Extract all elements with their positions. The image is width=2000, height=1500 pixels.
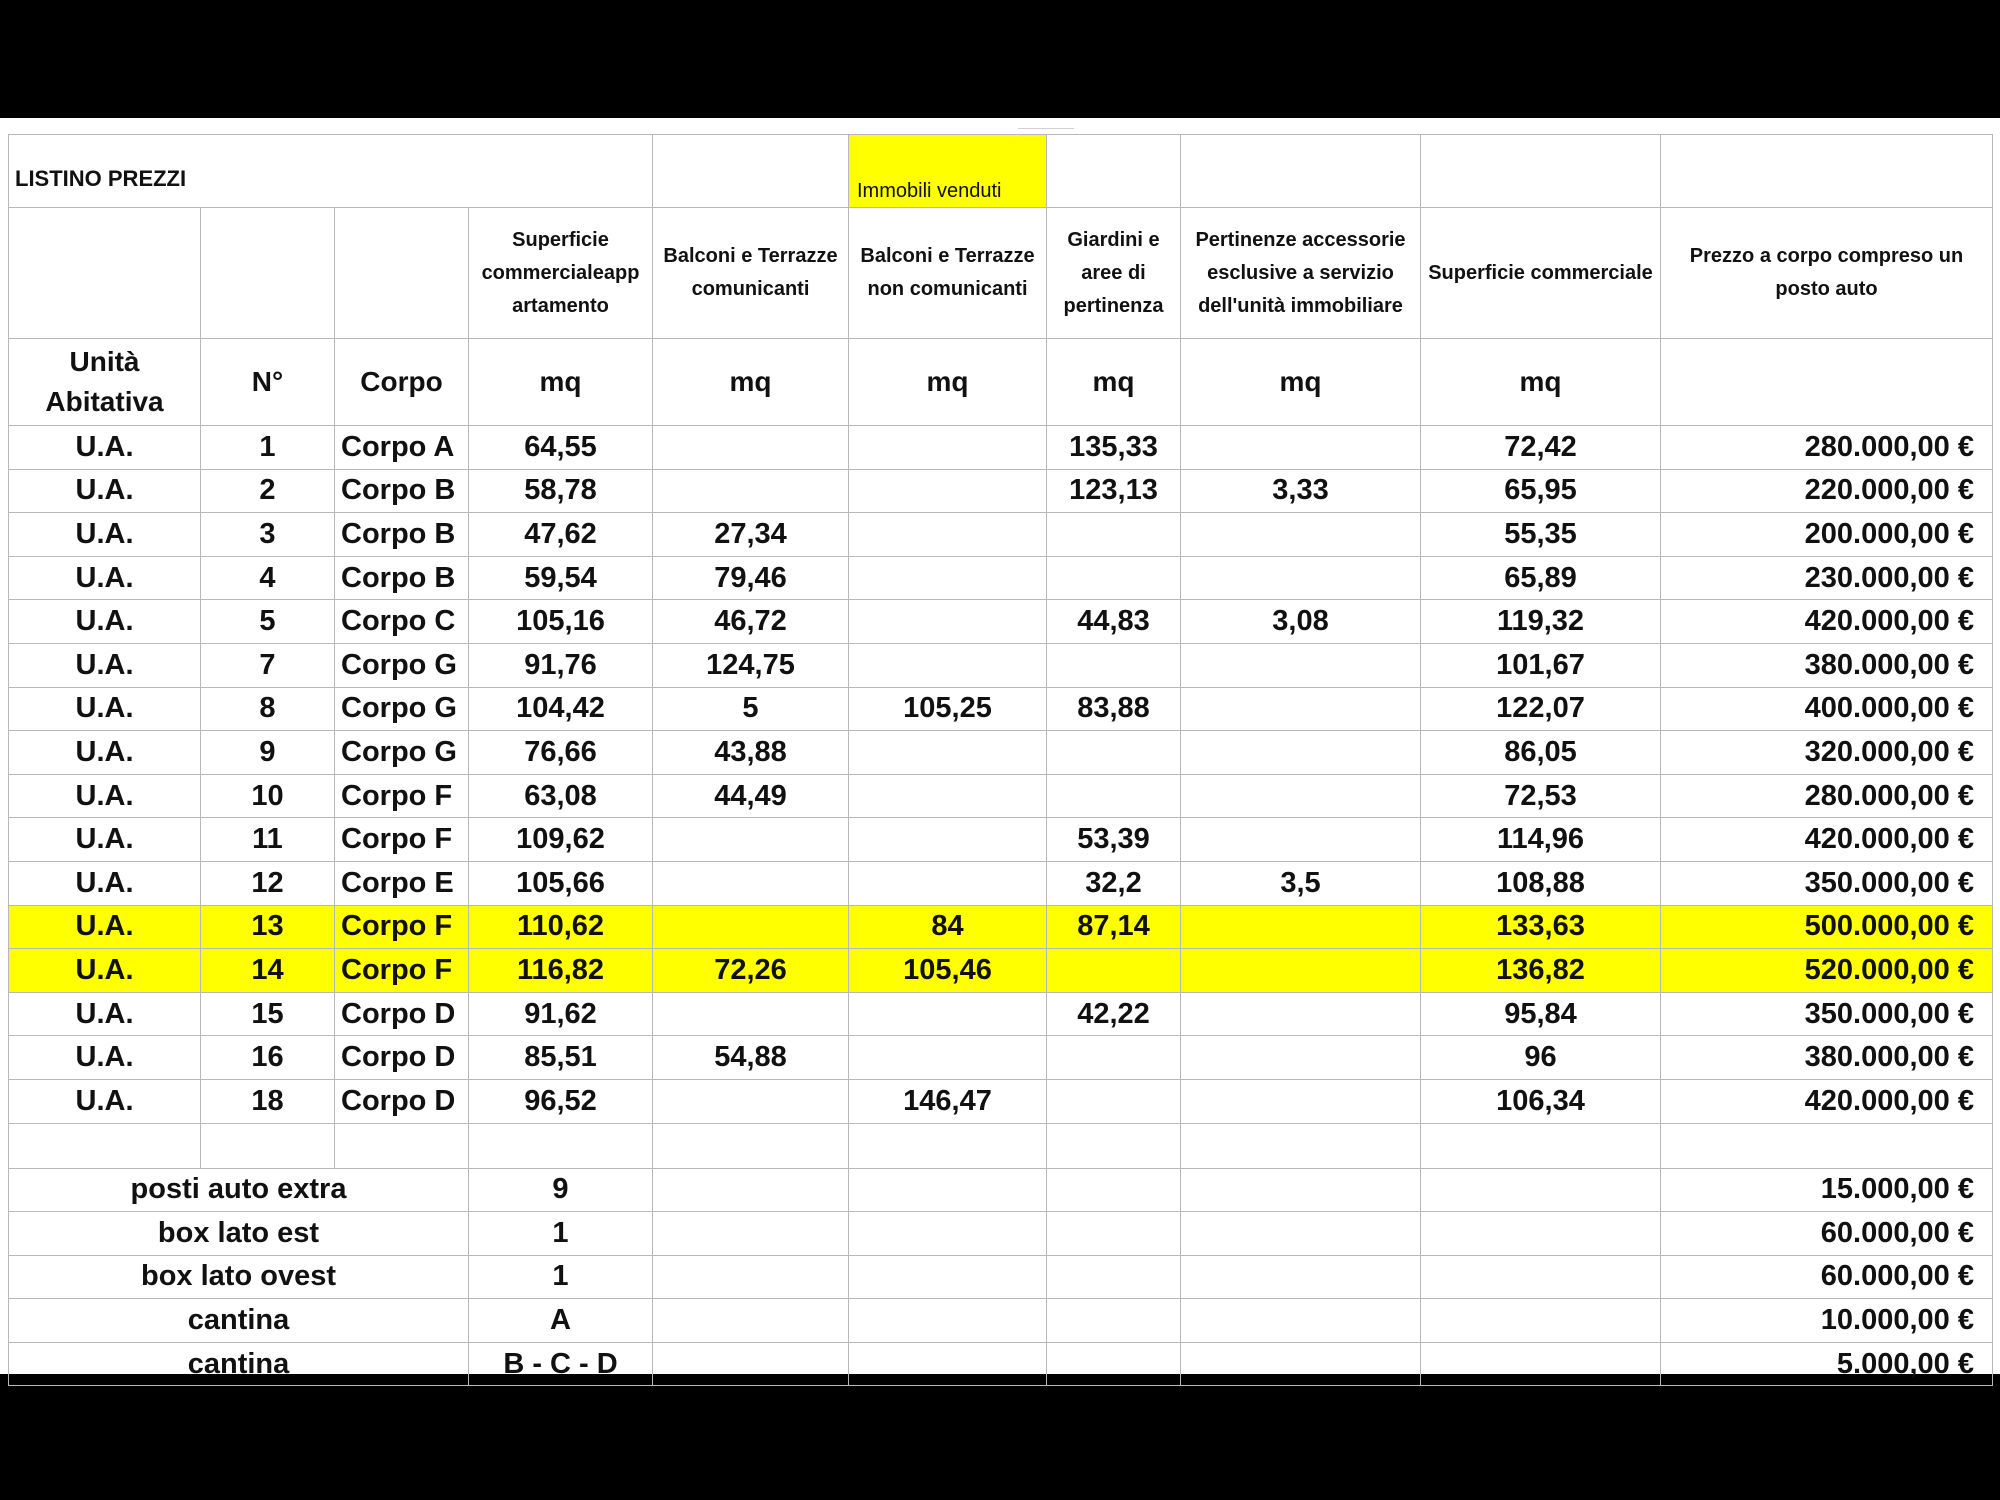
extra-prezzo: 15.000,00 €	[1661, 1168, 1993, 1212]
cell-balconi-com: 72,26	[653, 949, 849, 993]
cell-giardini: 87,14	[1047, 905, 1181, 949]
cell-balconi-com: 5	[653, 687, 849, 731]
cell-prezzo: 280.000,00 €	[1661, 426, 1993, 470]
title-row	[9, 135, 1993, 208]
extra-row	[9, 1299, 1993, 1343]
table-row	[9, 426, 1993, 470]
cell-pertinenze	[1181, 1036, 1421, 1080]
cell-balconi-com: 27,34	[653, 513, 849, 557]
cell	[1421, 1212, 1661, 1256]
cell-pertinenze	[1181, 556, 1421, 600]
table-row	[9, 600, 1993, 644]
table-row	[9, 731, 1993, 775]
cell-superficie-comm: 72,53	[1421, 774, 1661, 818]
cell-balconi-com	[653, 469, 849, 513]
cell-superficie: 105,16	[469, 600, 653, 644]
cell-corpo: Corpo F	[335, 905, 469, 949]
cell-pertinenze	[1181, 774, 1421, 818]
cell-superficie: 91,76	[469, 643, 653, 687]
cell-superficie: 47,62	[469, 513, 653, 557]
table-row	[9, 774, 1993, 818]
cell-giardini: 123,13	[1047, 469, 1181, 513]
cell	[1181, 1342, 1421, 1386]
cell-superficie-comm: 101,67	[1421, 643, 1661, 687]
unit-mq: mq	[1047, 339, 1181, 426]
cell-pertinenze: 3,5	[1181, 861, 1421, 905]
cell-superficie: 58,78	[469, 469, 653, 513]
extra-qty: A	[469, 1299, 653, 1343]
table-row	[9, 643, 1993, 687]
cell-balconi-non-com	[849, 992, 1047, 1036]
table-row	[9, 818, 1993, 862]
table-row	[9, 1036, 1993, 1080]
cell-pertinenze	[1181, 992, 1421, 1036]
cell-unita: U.A.	[9, 600, 201, 644]
header-balconi-comunicanti: Balconi e Terrazze comunicanti	[653, 208, 849, 339]
table-row	[9, 513, 1993, 557]
cell	[653, 1168, 849, 1212]
cell-prezzo: 420.000,00 €	[1661, 818, 1993, 862]
cell-superficie-comm: 65,95	[1421, 469, 1661, 513]
cell-numero: 9	[201, 731, 335, 775]
cell	[335, 208, 469, 339]
cell-balconi-non-com	[849, 513, 1047, 557]
cell	[653, 135, 849, 208]
cell-prezzo: 380.000,00 €	[1661, 1036, 1993, 1080]
cell-balconi-non-com	[849, 774, 1047, 818]
cell-unita: U.A.	[9, 426, 201, 470]
cell-balconi-non-com: 84	[849, 905, 1047, 949]
cell-corpo: Corpo G	[335, 687, 469, 731]
cell-numero: 18	[201, 1079, 335, 1123]
table-row	[9, 1079, 1993, 1123]
extra-label: cantina	[9, 1299, 469, 1343]
extra-qty: 9	[469, 1168, 653, 1212]
cell-corpo: Corpo D	[335, 1079, 469, 1123]
page-title: LISTINO PREZZI	[9, 135, 653, 208]
cell-prezzo: 350.000,00 €	[1661, 861, 1993, 905]
cell-numero: 13	[201, 905, 335, 949]
cell-numero: 16	[201, 1036, 335, 1080]
header-superficie-commerciale: Superficie commerciale	[1421, 208, 1661, 339]
extra-row	[9, 1255, 1993, 1299]
cell-pertinenze	[1181, 426, 1421, 470]
cell-pertinenze	[1181, 949, 1421, 993]
cell-balconi-com: 79,46	[653, 556, 849, 600]
cell-superficie: 59,54	[469, 556, 653, 600]
cell-balconi-com	[653, 426, 849, 470]
cell-giardini: 135,33	[1047, 426, 1181, 470]
cell-corpo: Corpo G	[335, 731, 469, 775]
cell-prezzo: 420.000,00 €	[1661, 600, 1993, 644]
cell	[1421, 135, 1661, 208]
cell	[9, 208, 201, 339]
cell	[1421, 1168, 1661, 1212]
unit-mq: mq	[469, 339, 653, 426]
extra-label: box lato est	[9, 1212, 469, 1256]
cell-balconi-non-com	[849, 643, 1047, 687]
extra-label: box lato ovest	[9, 1255, 469, 1299]
table-row	[9, 556, 1993, 600]
cell-giardini: 44,83	[1047, 600, 1181, 644]
cell-unita: U.A.	[9, 556, 201, 600]
cell-numero: 2	[201, 469, 335, 513]
cell-superficie-comm: 65,89	[1421, 556, 1661, 600]
cell-unita: U.A.	[9, 905, 201, 949]
cell-unita: U.A.	[9, 1036, 201, 1080]
cell	[653, 1342, 849, 1386]
cell-balconi-non-com	[849, 600, 1047, 644]
cell-prezzo: 400.000,00 €	[1661, 687, 1993, 731]
cell-balconi-non-com	[849, 818, 1047, 862]
cell-corpo: Corpo F	[335, 949, 469, 993]
cell	[1661, 339, 1993, 426]
cell-balconi-com: 124,75	[653, 643, 849, 687]
cell-giardini	[1047, 1036, 1181, 1080]
cell-superficie: 91,62	[469, 992, 653, 1036]
cell-balconi-com: 44,49	[653, 774, 849, 818]
cell-prezzo: 350.000,00 €	[1661, 992, 1993, 1036]
extra-prezzo: 5.000,00 €	[1661, 1342, 1993, 1386]
cell-numero: 3	[201, 513, 335, 557]
extra-row	[9, 1342, 1993, 1386]
cell-corpo: Corpo B	[335, 556, 469, 600]
cell	[849, 1342, 1047, 1386]
cell-balconi-com: 46,72	[653, 600, 849, 644]
unit-mq: mq	[653, 339, 849, 426]
cell-giardini	[1047, 556, 1181, 600]
cell	[1421, 1123, 1661, 1168]
cell	[849, 1168, 1047, 1212]
cell-prezzo: 380.000,00 €	[1661, 643, 1993, 687]
cell	[1421, 1342, 1661, 1386]
cell	[1181, 1168, 1421, 1212]
cell-corpo: Corpo G	[335, 643, 469, 687]
cell	[1181, 1299, 1421, 1343]
units-row	[9, 339, 1993, 426]
cell-unita: U.A.	[9, 992, 201, 1036]
cell-balconi-com	[653, 861, 849, 905]
table-row	[9, 687, 1993, 731]
cell-prezzo: 320.000,00 €	[1661, 731, 1993, 775]
header-unita-abitativa: Unità Abitativa	[9, 339, 201, 426]
cell-corpo: Corpo D	[335, 1036, 469, 1080]
cell-balconi-non-com	[849, 556, 1047, 600]
extra-row	[9, 1168, 1993, 1212]
cell-prezzo: 230.000,00 €	[1661, 556, 1993, 600]
cell-balconi-non-com	[849, 426, 1047, 470]
cell-balconi-com: 54,88	[653, 1036, 849, 1080]
cell-superficie: 104,42	[469, 687, 653, 731]
cell-corpo: Corpo D	[335, 992, 469, 1036]
cell-numero: 1	[201, 426, 335, 470]
cell-prezzo: 280.000,00 €	[1661, 774, 1993, 818]
cell-giardini: 32,2	[1047, 861, 1181, 905]
cell-pertinenze	[1181, 731, 1421, 775]
cell-superficie: 116,82	[469, 949, 653, 993]
cell-superficie-comm: 114,96	[1421, 818, 1661, 862]
cell	[849, 1212, 1047, 1256]
cell	[849, 1299, 1047, 1343]
cell-giardini	[1047, 1079, 1181, 1123]
cell-giardini: 53,39	[1047, 818, 1181, 862]
cell	[1181, 135, 1421, 208]
cell-pertinenze	[1181, 1079, 1421, 1123]
cell-giardini	[1047, 731, 1181, 775]
cell-balconi-non-com: 105,25	[849, 687, 1047, 731]
cell	[201, 208, 335, 339]
unit-mq: mq	[1421, 339, 1661, 426]
cell	[1047, 1123, 1181, 1168]
cell	[653, 1212, 849, 1256]
cell-superficie-comm: 55,35	[1421, 513, 1661, 557]
header-corpo: Corpo	[335, 339, 469, 426]
cell-pertinenze	[1181, 513, 1421, 557]
cell-superficie: 96,52	[469, 1079, 653, 1123]
extra-qty: 1	[469, 1212, 653, 1256]
header-superficie-appartamento: Superficie commercialeapp artamento	[469, 208, 653, 339]
cell-unita: U.A.	[9, 643, 201, 687]
cell-unita: U.A.	[9, 469, 201, 513]
cell-numero: 15	[201, 992, 335, 1036]
cell-pertinenze	[1181, 687, 1421, 731]
unit-mq: mq	[849, 339, 1047, 426]
cell-superficie-comm: 108,88	[1421, 861, 1661, 905]
cell-giardini: 83,88	[1047, 687, 1181, 731]
cell-corpo: Corpo A	[335, 426, 469, 470]
extra-label: posti auto extra	[9, 1168, 469, 1212]
cell-numero: 8	[201, 687, 335, 731]
extra-qty: B - C - D	[469, 1342, 653, 1386]
cell-pertinenze	[1181, 643, 1421, 687]
price-list-table	[8, 134, 1993, 1386]
cell	[1661, 135, 1993, 208]
cell-numero: 5	[201, 600, 335, 644]
cell-superficie-comm: 95,84	[1421, 992, 1661, 1036]
cell-pertinenze: 3,33	[1181, 469, 1421, 513]
cell-superficie-comm: 106,34	[1421, 1079, 1661, 1123]
cell-balconi-non-com	[849, 861, 1047, 905]
header-balconi-non-comunicanti: Balconi e Terrazze non comunicanti	[849, 208, 1047, 339]
unit-mq: mq	[1181, 339, 1421, 426]
cell-corpo: Corpo F	[335, 774, 469, 818]
header-prezzo: Prezzo a corpo compreso un posto auto	[1661, 208, 1993, 339]
cell-unita: U.A.	[9, 1079, 201, 1123]
extra-prezzo: 10.000,00 €	[1661, 1299, 1993, 1343]
cell-prezzo: 200.000,00 €	[1661, 513, 1993, 557]
cell-balconi-non-com	[849, 1036, 1047, 1080]
cell	[849, 1255, 1047, 1299]
cell	[335, 1123, 469, 1168]
cell-giardini	[1047, 513, 1181, 557]
extra-label: cantina	[9, 1342, 469, 1386]
cell-balconi-non-com: 105,46	[849, 949, 1047, 993]
cell-numero: 4	[201, 556, 335, 600]
cell-superficie-comm: 96	[1421, 1036, 1661, 1080]
cell	[653, 1123, 849, 1168]
cell-corpo: Corpo C	[335, 600, 469, 644]
table-row	[9, 905, 1993, 949]
extra-prezzo: 60.000,00 €	[1661, 1212, 1993, 1256]
cell-prezzo: 520.000,00 €	[1661, 949, 1993, 993]
cell-pertinenze	[1181, 818, 1421, 862]
cell-superficie-comm: 133,63	[1421, 905, 1661, 949]
cell-corpo: Corpo B	[335, 469, 469, 513]
header-numero: N°	[201, 339, 335, 426]
cell-numero: 11	[201, 818, 335, 862]
cell-balconi-com	[653, 905, 849, 949]
cell-giardini	[1047, 774, 1181, 818]
cell	[9, 1123, 201, 1168]
cell-balconi-com	[653, 1079, 849, 1123]
cell-balconi-non-com	[849, 731, 1047, 775]
table-row	[9, 992, 1993, 1036]
header-row	[9, 208, 1993, 339]
extra-prezzo: 60.000,00 €	[1661, 1255, 1993, 1299]
cell-prezzo: 220.000,00 €	[1661, 469, 1993, 513]
cell-balconi-com: 43,88	[653, 731, 849, 775]
cell-numero: 14	[201, 949, 335, 993]
cell-pertinenze	[1181, 905, 1421, 949]
cell	[653, 1299, 849, 1343]
cell	[1421, 1255, 1661, 1299]
cell	[1181, 1212, 1421, 1256]
cell	[1047, 1342, 1181, 1386]
cell-superficie-comm: 122,07	[1421, 687, 1661, 731]
cell	[1047, 1255, 1181, 1299]
spreadsheet-sheet	[0, 118, 2000, 1380]
header-pertinenze: Pertinenze accessorie esclusive a servizio dell'unità immobiliare	[1181, 208, 1421, 339]
cell-superficie-comm: 136,82	[1421, 949, 1661, 993]
cell-unita: U.A.	[9, 687, 201, 731]
cell-unita: U.A.	[9, 861, 201, 905]
cell-giardini	[1047, 643, 1181, 687]
blank-row	[9, 1123, 1993, 1168]
cell-prezzo: 500.000,00 €	[1661, 905, 1993, 949]
cell-balconi-non-com	[849, 469, 1047, 513]
cell	[469, 1123, 653, 1168]
table-row	[9, 949, 1993, 993]
cell-superficie: 64,55	[469, 426, 653, 470]
cell	[1047, 135, 1181, 208]
cell-superficie-comm: 86,05	[1421, 731, 1661, 775]
cell-giardini	[1047, 949, 1181, 993]
cell-superficie: 105,66	[469, 861, 653, 905]
cell	[1047, 1212, 1181, 1256]
cell-balconi-com	[653, 818, 849, 862]
cell-giardini: 42,22	[1047, 992, 1181, 1036]
cell-unita: U.A.	[9, 949, 201, 993]
extra-row	[9, 1212, 1993, 1256]
cell-unita: U.A.	[9, 774, 201, 818]
sold-legend	[849, 135, 1047, 208]
cell-corpo: Corpo E	[335, 861, 469, 905]
cell-unita: U.A.	[9, 731, 201, 775]
sheet-tab-marker	[1018, 124, 1074, 129]
cell-numero: 10	[201, 774, 335, 818]
cell-unita: U.A.	[9, 818, 201, 862]
cell-prezzo: 420.000,00 €	[1661, 1079, 1993, 1123]
cell-superficie: 110,62	[469, 905, 653, 949]
cell-corpo: Corpo F	[335, 818, 469, 862]
cell	[1047, 1299, 1181, 1343]
cell-unita: U.A.	[9, 513, 201, 557]
sold-legend-label: Immobili venduti	[857, 180, 1002, 202]
cell-superficie: 109,62	[469, 818, 653, 862]
extra-qty: 1	[469, 1255, 653, 1299]
cell-numero: 12	[201, 861, 335, 905]
cell-pertinenze: 3,08	[1181, 600, 1421, 644]
cell-balconi-com	[653, 992, 849, 1036]
cell	[1421, 1299, 1661, 1343]
cell	[1181, 1123, 1421, 1168]
cell	[201, 1123, 335, 1168]
header-giardini: Giardini e aree di pertinenza	[1047, 208, 1181, 339]
cell-superficie: 85,51	[469, 1036, 653, 1080]
cell	[653, 1255, 849, 1299]
cell	[1661, 1123, 1993, 1168]
cell-numero: 7	[201, 643, 335, 687]
cell	[1047, 1168, 1181, 1212]
cell-superficie-comm: 119,32	[1421, 600, 1661, 644]
cell-balconi-non-com: 146,47	[849, 1079, 1047, 1123]
cell	[849, 1123, 1047, 1168]
table-row	[9, 469, 1993, 513]
cell-superficie: 76,66	[469, 731, 653, 775]
table-row	[9, 861, 1993, 905]
cell-superficie-comm: 72,42	[1421, 426, 1661, 470]
cell-corpo: Corpo B	[335, 513, 469, 557]
cell-superficie: 63,08	[469, 774, 653, 818]
cell	[1181, 1255, 1421, 1299]
